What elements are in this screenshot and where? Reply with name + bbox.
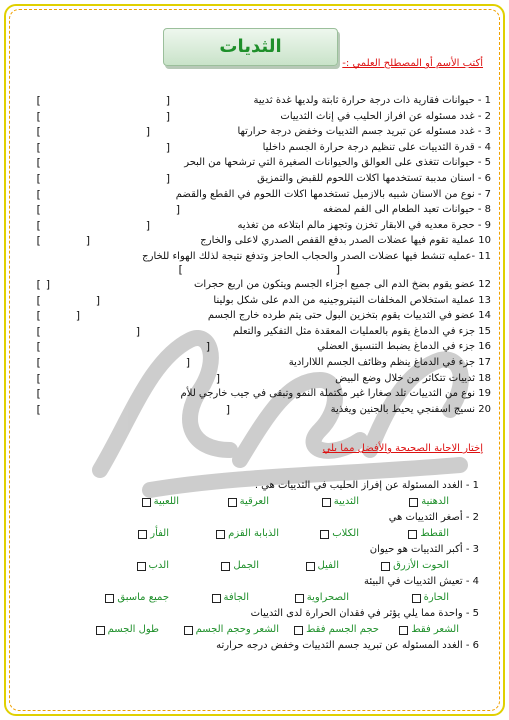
list-item: 11 -عمليه تنشط فيها عضلات الصدر والحجاب الحاجز وتدفع نتيجة لذلك الهواء للخارج ] [ bbox=[142, 250, 491, 276]
question-2: 2 - أصغر الثدييات هي bbox=[388, 512, 479, 523]
option[interactable]: العرقية bbox=[228, 494, 269, 510]
checkbox-icon bbox=[295, 594, 304, 603]
question-1: 1 - الغدد المسئولة عن إفراز الحليب في الثدييات هي . bbox=[254, 480, 479, 491]
list-item: 15 جزء في الدماغ يقوم بالعمليات المعقدة مثل التفكير والتعلم ] [ bbox=[35, 324, 491, 338]
checkbox-icon bbox=[184, 626, 193, 635]
list-item: 4 - قدرة الثدييات على تنظيم درجة حرارة الجسم داخليا ] [ bbox=[35, 140, 491, 154]
checkbox-icon bbox=[408, 530, 417, 539]
list-item: 6 - اسنان مدببة تستخدمها اكلات اللحوم للقبض والتمزيق ] [ bbox=[35, 171, 491, 185]
option[interactable]: الدب bbox=[137, 558, 170, 574]
checkbox-icon bbox=[138, 530, 147, 539]
option[interactable]: حجم الجسم فقط bbox=[294, 622, 379, 638]
checkbox-icon bbox=[142, 498, 151, 507]
list-item: 16 جزء في الدماغ يضبط التنسيق العضلي ] [ bbox=[35, 340, 491, 354]
checkbox-icon bbox=[221, 562, 230, 571]
options-4 bbox=[19, 590, 479, 606]
list-item: 13 عملية استخلاص المخلفات النيتروجينيه من الدم على شكل بولينا ] [ bbox=[35, 293, 491, 307]
option[interactable]: الفأر bbox=[138, 526, 169, 542]
question-4: 4 - تعيش الثدييات في البيئة bbox=[364, 576, 479, 587]
list-item: 10 عملية تقوم فيها عضلات الصدر بدفع القفص الصدري لاعلى والخارج ] [ bbox=[35, 234, 491, 248]
checkbox-icon bbox=[294, 626, 303, 635]
checkbox-icon bbox=[409, 498, 418, 507]
list-item: 1 - حيوانات فقارية ذات درجة حرارة ثابتة ولديها غدة ثديية ] [ bbox=[35, 94, 491, 107]
options-2 bbox=[19, 526, 479, 542]
option[interactable]: الدهنية bbox=[409, 494, 449, 510]
option[interactable]: الصحراوية bbox=[295, 590, 349, 606]
checkbox-icon bbox=[412, 594, 421, 603]
checkbox-icon bbox=[216, 530, 225, 539]
option[interactable]: الثديية bbox=[322, 494, 359, 510]
checkbox-icon bbox=[228, 498, 237, 507]
section1-heading: أكتب الأسم أو المصطلح العلمي :- bbox=[342, 58, 483, 69]
options-5 bbox=[19, 622, 479, 638]
checkbox-icon bbox=[399, 626, 408, 635]
option[interactable]: اللعبية bbox=[142, 494, 179, 510]
checkbox-icon bbox=[212, 594, 221, 603]
options-1 bbox=[19, 494, 479, 510]
question-5: 5 - واحدة مما يلي يؤثر في فقدان الحرارة لدى الثدييات bbox=[250, 608, 479, 619]
option[interactable]: الذبابة القزم bbox=[216, 526, 279, 542]
checkbox-icon bbox=[320, 530, 329, 539]
option[interactable]: الجافة bbox=[212, 590, 249, 606]
checkbox-icon bbox=[322, 498, 331, 507]
list-item: 20 نسيج اسفنجي يحيط بالجنين ويغذية ] [ bbox=[35, 402, 491, 416]
option[interactable]: الفيل bbox=[306, 558, 339, 574]
list-item: 17 جزء في الدماغ ينظم وظائف الجسم اللاارادية ] [ bbox=[35, 355, 491, 369]
list-item: 14 عضو في الثدييات يقوم بتخزين البول حتى يتم طرده خارج الجسم ] [ bbox=[35, 309, 491, 323]
option[interactable]: جميع ماسبق bbox=[105, 590, 169, 606]
section2-heading: إختار الاجابة الصحيحة والأفضل مما يلي bbox=[322, 443, 483, 454]
option[interactable]: القطط bbox=[408, 526, 449, 542]
checkbox-icon bbox=[105, 594, 114, 603]
list-item: 12 عضو يقوم بضخ الدم الى جميع اجزاء الجسم ويتكون من اربع حجرات ] [ bbox=[35, 277, 491, 291]
list-item: 7 - نوع من الاسنان شبيه بالازميل تستخدمها اكلات اللحوم في القطع والقضم ] bbox=[35, 187, 491, 201]
list-item: 2 - غدد مسئوله عن افراز الحليب في إناث الثدييات ] [ bbox=[35, 109, 491, 123]
options-3 bbox=[19, 558, 479, 574]
list-item: 5 - حيوانات تتغذى على العوالق والحيوانات الصغيرة التي ترشحها من البحر ] bbox=[35, 156, 491, 170]
list-item: 9 - حجرة معديه في الابقار تخزن وتجهز مالم ابتلاعه من تغذيه ] [ bbox=[35, 218, 491, 232]
fill-in-list bbox=[15, 93, 491, 417]
question-6: 6 - الغدد المسئوله عن تبريد جسم الثدييات وخفض درجه حرارته bbox=[216, 640, 479, 651]
list-item: 18 ثدييات تتكاثر من خلال وضع البيض ] [ bbox=[35, 371, 491, 385]
option[interactable]: طول الجسم bbox=[96, 622, 159, 638]
list-item: 8 - حيوانات تعيد الطعام الى الفم لمضغه ] [ bbox=[35, 203, 491, 217]
option[interactable]: الجمل bbox=[221, 558, 259, 574]
list-item: 3 - غدد مسئوله عن تبريد جسم الثدييات وخفض درجة حرارتها ] [ bbox=[35, 125, 491, 139]
checkbox-icon bbox=[96, 626, 105, 635]
option[interactable]: الحوت الأزرق bbox=[381, 558, 449, 574]
option[interactable]: الكلاب bbox=[320, 526, 359, 542]
option[interactable]: الحارة bbox=[412, 590, 449, 606]
option[interactable]: الشعر فقط bbox=[399, 622, 459, 638]
page-title: الثديات bbox=[163, 28, 338, 66]
checkbox-icon bbox=[137, 562, 146, 571]
list-item: 19 نوع من الثدييات تلد صغارا غير مكتملة النمو وتبقى في جيب خارجي للأم ] bbox=[35, 387, 491, 401]
option[interactable]: الشعر وحجم الجسم bbox=[184, 622, 279, 638]
multiple-choice bbox=[19, 478, 479, 654]
checkbox-icon bbox=[381, 562, 390, 571]
checkbox-icon bbox=[306, 562, 315, 571]
question-3: 3 - أكبر الثدييات هو حيوان bbox=[369, 544, 479, 555]
